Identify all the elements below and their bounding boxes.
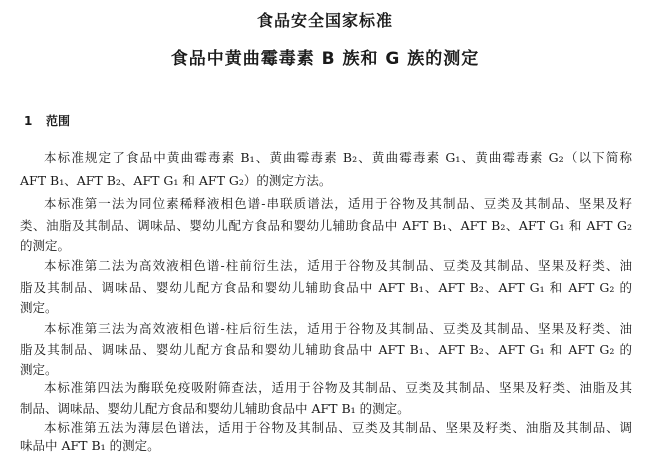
paragraph-line: 本标准第四法为酶联免疫吸附筛查法，适用于谷物及其制品、豆类及其制品、坚果及籽类、油脂及其 xyxy=(44,380,632,395)
paragraph-line: 本标准第三法为高效液相色谱-柱后衍生法，适用于谷物及其制品、豆类及其制品、坚果及籽类、油 xyxy=(44,321,632,336)
section-number: 1 xyxy=(24,114,33,128)
paragraph-line: 测定。 xyxy=(20,362,58,377)
paragraph-line: 类、油脂及其制品、调味品、婴幼儿配方食品和婴幼儿辅助食品中 AFT B₁、AFT B₂、AFT G₁ 和 AFT G₂ xyxy=(20,218,632,233)
paragraph-line: 本标准规定了食品中黄曲霉毒素 B₁、黄曲霉毒素 B₂、黄曲霉毒素 G₁、黄曲霉毒素 G₂（以下简称 xyxy=(44,150,632,165)
paragraph-line: 脂及其制品、调味品、婴幼儿配方食品和婴幼儿辅助食品中 AFT B₁、AFT B₂、AFT G₁ 和 AFT G₂ 的 xyxy=(20,342,632,357)
paragraph-line: 测定。 xyxy=(20,300,58,315)
section-heading xyxy=(24,112,70,129)
paragraph-line: 本标准第一法为同位素稀释液相色谱-串联质谱法，适用于谷物及其制品、豆类及其制品、坚果及籽 xyxy=(44,196,632,211)
paragraph-line: AFT B₁、AFT B₂、AFT G₁ 和 AFT G₂）的测定方法。 xyxy=(20,173,332,188)
paragraph-line: 的测定。 xyxy=(20,238,71,253)
paragraph-line: 脂及其制品、调味品、婴幼儿配方食品和婴幼儿辅助食品中 AFT B₁、AFT B₂、AFT G₁ 和 AFT G₂ 的 xyxy=(20,280,632,295)
paragraph-line: 味品中 AFT B₁ 的测定。 xyxy=(20,438,160,453)
document-subtitle: 食品中黄曲霉毒素 B 族和 G 族的测定 xyxy=(170,49,480,69)
paragraph-line: 制品、调味品、婴幼儿配方食品和婴幼儿辅助食品中 AFT B₁ 的测定。 xyxy=(20,401,410,416)
paragraph-line: 本标准第五法为薄层色谱法，适用于谷物及其制品、豆类及其制品、坚果及籽类、油脂及其制品、调 xyxy=(44,420,632,435)
paragraph-line: 本标准第二法为高效液相色谱-柱前衍生法，适用于谷物及其制品、豆类及其制品、坚果及籽类、油 xyxy=(44,258,632,273)
section-title: 范围 xyxy=(46,114,71,128)
document-title: 食品安全国家标准 xyxy=(256,11,393,30)
